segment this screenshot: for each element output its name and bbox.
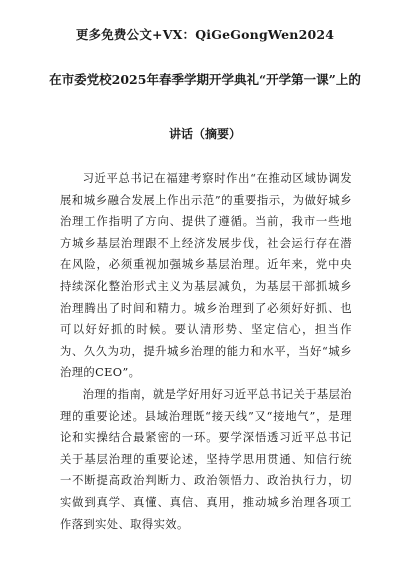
document-subtitle: 讲话（摘要） — [168, 127, 241, 141]
document-title: 在市委党校2025年春季学期开学典礼“开学第一课”上的 — [49, 72, 361, 87]
promo-header: 更多免费公文+VX：QiGeGongWen2024 — [75, 27, 335, 42]
paragraph-1: 习近平总书记在福建考察时作出“在推动区域协调发展和城乡融合发展上作出示范”的重要指示，为做好城乡治理工作指明了方向、提供了遵循。当前，我市一些地方城乡基层治理跟不上经济发展步伐，社会运行存在潜在风险，必须重视加强城乡基层治理。近年来，党中央持续深化整治形式主义为基层减负，为基层干部抓城乡治理腾出了时间和精力。城乡治理到了必须好好抓、也可以好好抓的时候。要认清形势、坚定信心，担当作为、久久为功，提升城乡治理的能力和水平，当好“城乡治理的CEO”。 — [60, 172, 352, 380]
document-body — [60, 168, 352, 535]
paragraph-2: 治理的指南，就是学好用好习近平总书记关于基层治理的重要论述。县域治理既“接天线”又“接地气”，是理论和实操结合最紧密的一环。要学深悟透习近平总书记关于基层治理的重要论述，坚持学思用贯通、知信行统一不断提高政治判断力、政治领悟力、政治执行力，切实做到真学、真懂、真信、真用，推动城乡治理各项工作落到实处、取得实效。 — [60, 387, 352, 531]
